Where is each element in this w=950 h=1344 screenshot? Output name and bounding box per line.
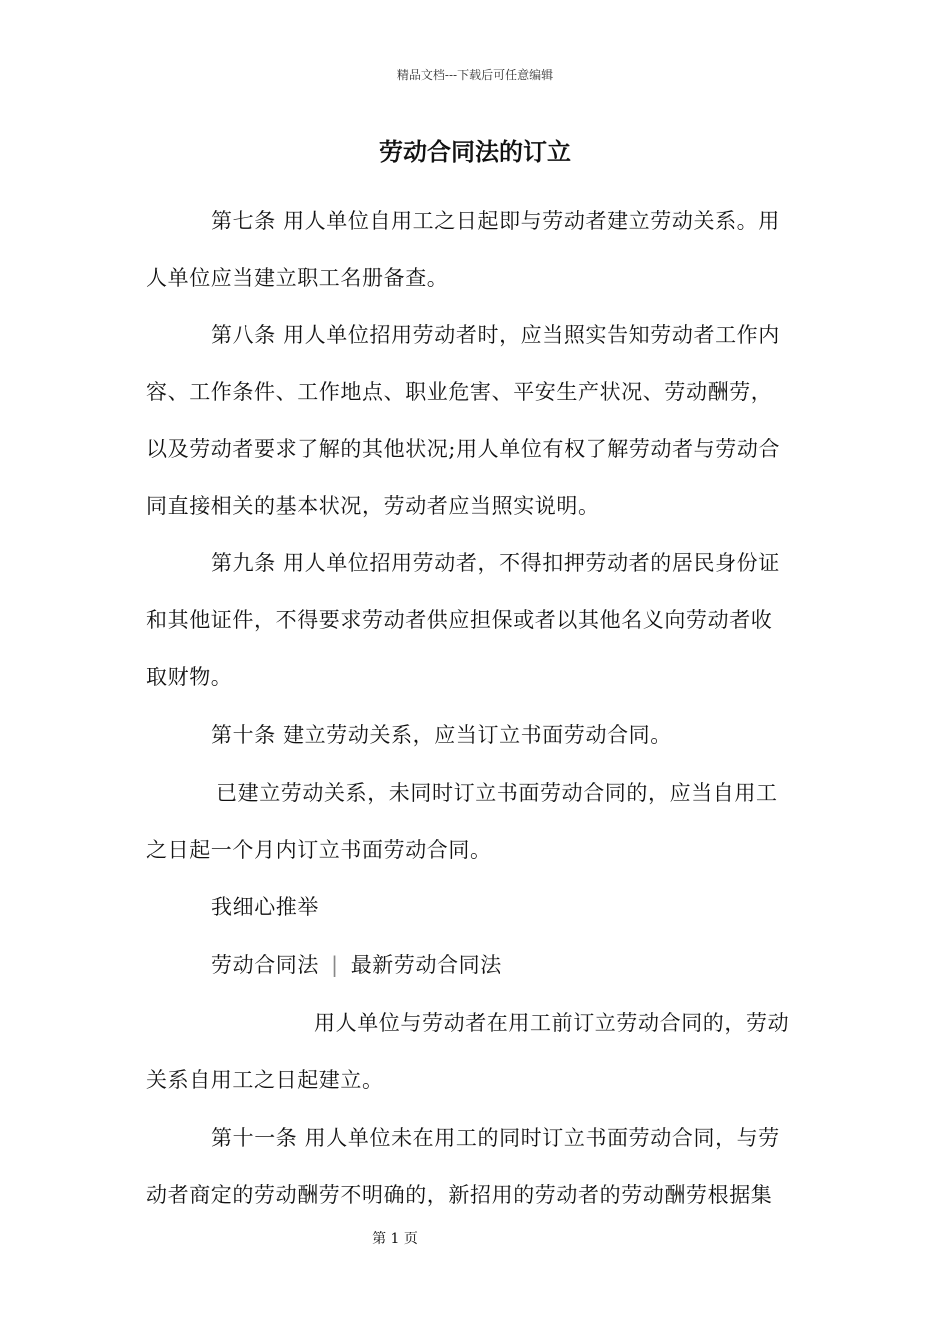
link-labor-contract-law[interactable]: 劳动合同法: [211, 953, 319, 977]
document-title: 劳动合同法的订立: [379, 137, 571, 166]
article-10-para-2-line-2: 之日起一个月内订立书面劳动合同。: [146, 838, 492, 862]
article-10-line-1: 第十条 建立劳动关系，应当订立书面劳动合同。: [211, 723, 672, 747]
article-9-line-3: 取财物。: [146, 665, 233, 689]
link-separator: |: [331, 953, 339, 977]
article-8-line-3: 以及劳动者要求了解的其他状况;用人单位有权了解劳动者与劳动合: [146, 437, 781, 461]
article-11-line-2: 动者商定的劳动酬劳不明确的，新招用的劳动者的劳动酬劳根据集: [146, 1183, 773, 1207]
article-9-line-2: 和其他证件，不得要求劳动者供应担保或者以其他名义向劳动者收: [146, 608, 773, 632]
page-header: 精品文档---下载后可任意编辑: [396, 68, 554, 82]
article-9-line-1: 第九条 用人单位招用劳动者，不得扣押劳动者的居民身份证: [211, 551, 780, 575]
article-10-para-3-line-1: 用人单位与劳动者在用工前订立劳动合同的，劳动: [314, 1011, 790, 1035]
article-11-line-1: 第十一条 用人单位未在用工的同时订立书面劳动合同，与劳: [211, 1126, 780, 1150]
recommend-heading: 我细心推举: [211, 895, 319, 919]
article-8-line-2: 容、工作条件、工作地点、职业危害、平安生产状况、劳动酬劳，: [146, 380, 773, 404]
page-number: 第 1 页: [372, 1231, 418, 1247]
article-8-line-4: 同直接相关的基本状况，劳动者应当照实说明。: [146, 494, 600, 518]
article-10-para-2-line-1: 已建立劳动关系，未同时订立书面劳动合同的，应当自用工: [216, 781, 778, 805]
related-links: [211, 950, 502, 980]
article-10-para-3-line-2: 关系自用工之日起建立。: [146, 1068, 384, 1092]
article-8-line-1: 第八条 用人单位招用劳动者时，应当照实告知劳动者工作内: [211, 323, 780, 347]
link-latest-labor-contract-law[interactable]: 最新劳动合同法: [350, 953, 502, 977]
article-7-line-2: 人单位应当建立职工名册备查。: [146, 266, 449, 290]
article-7-line-1: 第七条 用人单位自用工之日起即与劳动者建立劳动关系。用: [211, 209, 780, 233]
